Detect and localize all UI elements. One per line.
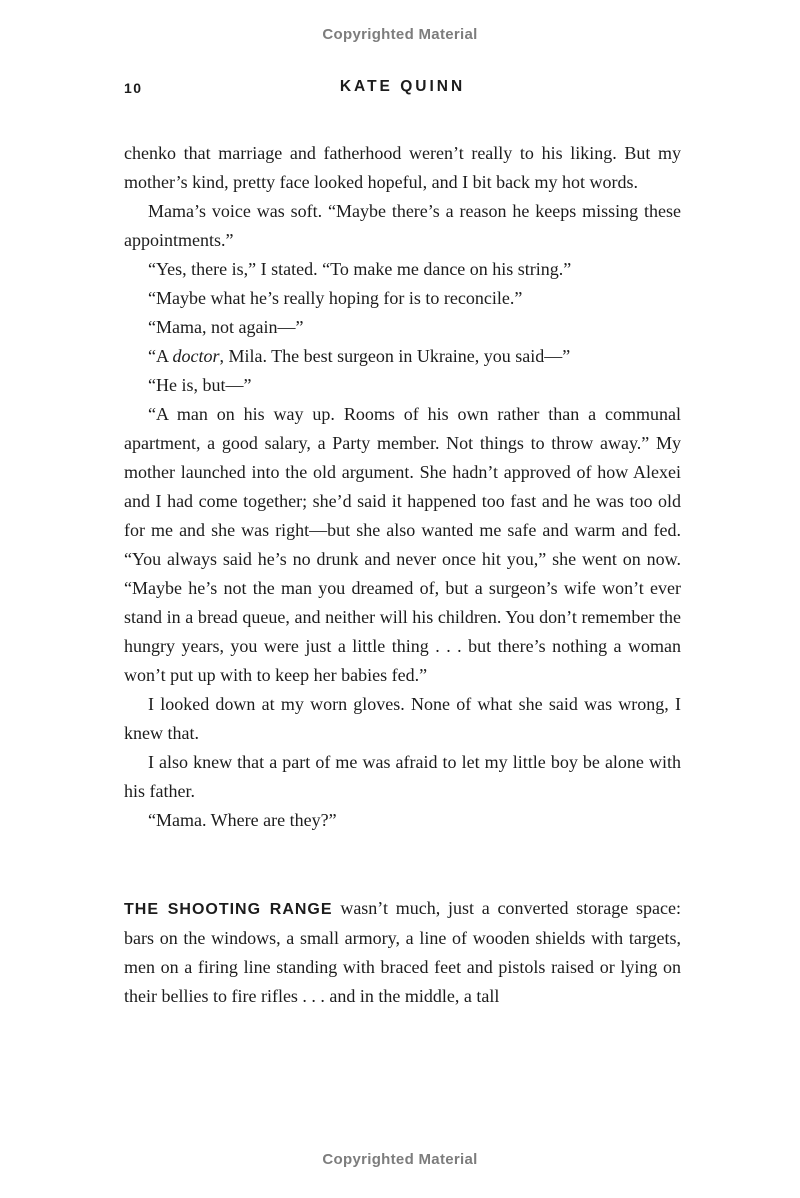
- paragraph: [124, 255, 681, 284]
- paragraph: [124, 806, 681, 835]
- paragraph: [124, 400, 681, 690]
- text-run: “Yes, there is,” I stated. “To make me dance on his string.”: [148, 259, 572, 279]
- copyright-notice-top: Copyrighted Material: [322, 26, 478, 43]
- text-run: “Maybe what he’s really hoping for is to reconcile.”: [148, 288, 523, 308]
- text-run: “A: [148, 346, 173, 366]
- copyright-notice-bottom: Copyrighted Material: [322, 1151, 478, 1168]
- body-text: [124, 139, 681, 1011]
- text-run: I also knew that a part of me was afraid to let my little boy be alone with his father.: [124, 752, 681, 801]
- text-run: “Mama, not again—”: [148, 317, 304, 337]
- paragraph: [124, 284, 681, 313]
- paragraph: [124, 342, 681, 371]
- text-run: wasn’t much, just a converted storage space: bars on the windows, a small armory, a line of wooden shields with targets, men on a firing line standing with braced feet and pistols raised or lying on their bellies to fire rifles . . . and in the middle, a tall: [124, 898, 681, 1006]
- page-number: 10: [124, 80, 143, 96]
- text-run: “Mama. Where are they?”: [148, 810, 337, 830]
- text-run: I looked down at my worn gloves. None of what she said was wrong, I knew that.: [124, 694, 681, 743]
- page-header: [124, 78, 681, 98]
- paragraph: [124, 748, 681, 806]
- text-run: Mama’s voice was soft. “Maybe there’s a reason he keeps missing these appointments.”: [124, 201, 681, 250]
- running-header-author: KATE QUINN: [339, 78, 466, 95]
- paragraph: [124, 690, 681, 748]
- paragraph: [124, 139, 681, 197]
- italic-text: doctor: [172, 346, 220, 366]
- paragraph: [124, 894, 681, 1011]
- paragraph: [124, 197, 681, 255]
- text-run: , Mila. The best surgeon in Ukraine, you said—”: [219, 346, 571, 366]
- paragraph: [124, 371, 681, 400]
- text-run: “He is, but—”: [148, 375, 252, 395]
- section-lead-in: THE SHOOTING RANGE: [124, 901, 333, 918]
- text-run: chenko that marriage and fatherhood weren’t really to his liking. But my mother’s kind, pretty face looked hopeful, and I bit back my hot words.: [124, 143, 681, 192]
- text-run: “A man on his way up. Rooms of his own rather than a communal apartment, a good salary, a Party member. Not things to throw away.” My mother launched into the old argument. She hadn’t approved of how Alexei and I had come together; she’d said it happened too fast and he was too old for me and she was right—but she also wanted me safe and warm and fed. “You always said he’s no drunk and never once hit you,” she went on now. “Maybe he’s not the man you dreamed of, but a surgeon’s wife won’t ever stand in a bread queue, and neither will his children. You don’t remember the hungry years, you were just a little thing . . . but there’s nothing a woman won’t put up with to keep her babies fed.”: [124, 404, 681, 685]
- paragraph: [124, 313, 681, 342]
